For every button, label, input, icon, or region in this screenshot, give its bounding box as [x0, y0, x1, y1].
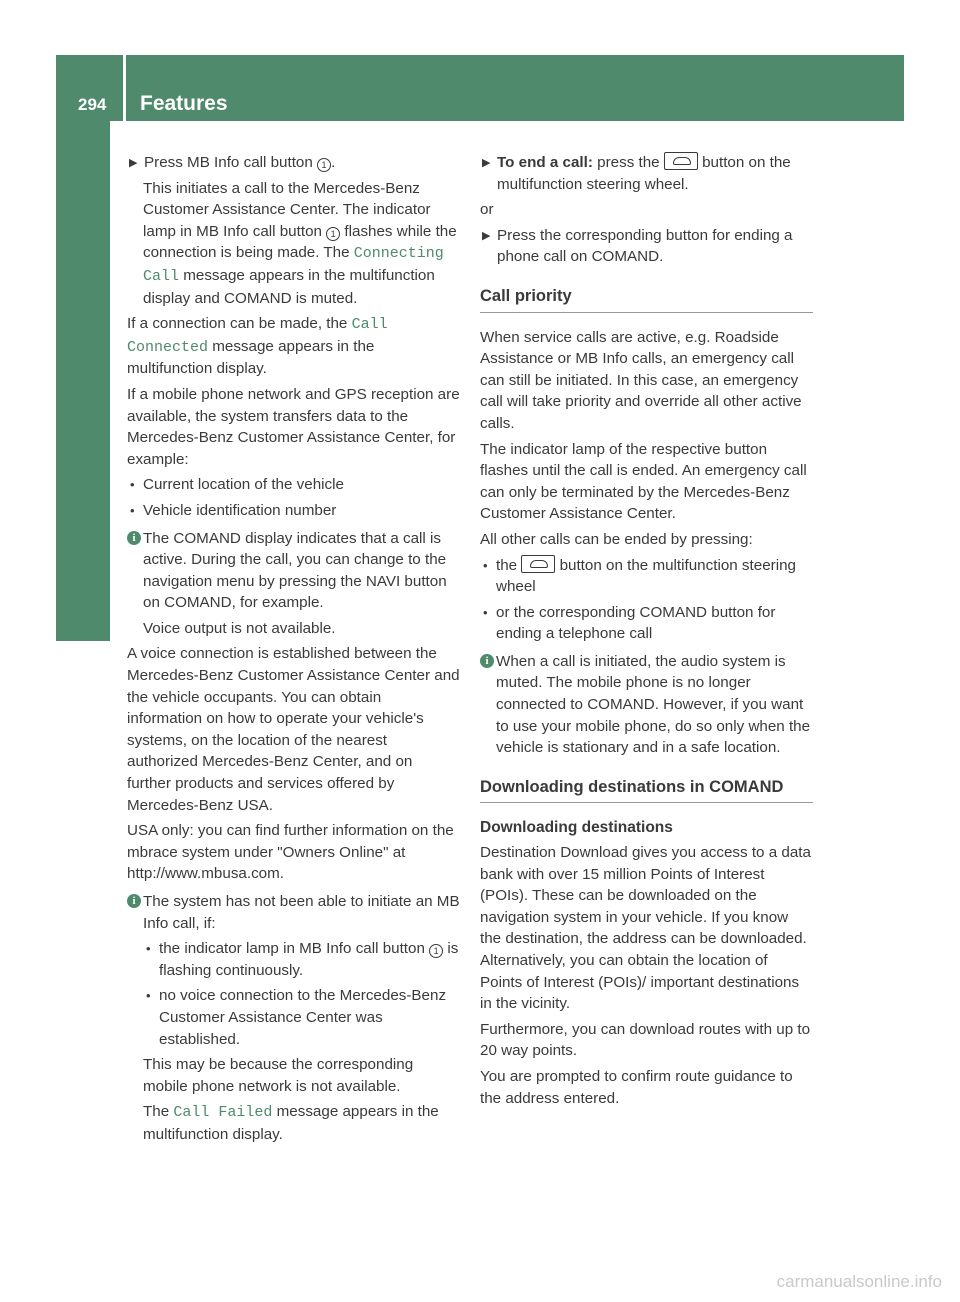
info-note: i When a call is initiated, the audio system is muted. The mobile phone is no longer connected to COMAND. However, if you want to use your mobile phone, do so only when the vehicle is stationary and in a safe location. [480, 651, 813, 759]
info-icon: i [480, 654, 494, 668]
paragraph: A voice connection is established between the Mercedes-Benz Customer Assistance Center and the vehicle occupants. You can obtain information on how to operate your vehicle's systems, on the location of the nearest authorized Mercedes-Benz Center, and on further products and services offered by Mercedes-Benz USA. [127, 645, 460, 814]
paragraph: You are prompted to confirm route guidance to the address entered. [480, 1067, 793, 1107]
list-item: • Vehicle identification number [127, 500, 460, 522]
list-item: • Current location of the vehicle [127, 474, 460, 496]
paragraph: If a connection can be made, the Call Connected message appears in the multifunction display. [127, 315, 388, 378]
button-1-icon: 1 [326, 227, 340, 241]
info-note: i The COMAND display indicates that a call is active. During the call, you can change to the navigation menu by pressing the NAVI button on COMAND, for example. Voice output is not available. [127, 528, 460, 640]
arrow-icon: ▶ [482, 229, 491, 242]
arrow-icon: ▶ [482, 157, 491, 169]
or-text: or [480, 201, 494, 219]
subheading-downloading-destinations: Downloading destinations [480, 819, 673, 837]
display-message: Call Connected [127, 316, 388, 356]
paragraph: Destination Download gives you access to a data bank with over 15 million Points of Interest (POIs). These can be downloaded on the navigation system in your vehicle. If you know the destination, the address can be downloaded. Alternatively, you can obtain the location of Points of Interest (POIs)/ important destinations in the vicinity. [480, 844, 811, 1013]
info-note: i The system has not been able to initiate an MB Info call, if: [127, 891, 460, 934]
list-item: • no voice connection to the Mercedes-Benz Customer Assistance Center was established. [146, 987, 447, 1048]
header-divider [123, 55, 126, 121]
section-title: Features [140, 92, 228, 115]
page-number: 294 [78, 95, 107, 114]
display-message: Connecting Call [143, 245, 444, 285]
info-icon: i [127, 894, 141, 908]
left-column [127, 152, 460, 1150]
side-chapter-label: Stowage and features [70, 376, 95, 604]
paragraph: This may be because the corresponding mobile phone network is not available. [143, 1056, 414, 1095]
hang-up-icon [664, 152, 698, 170]
button-1-icon: 1 [317, 158, 331, 172]
step-end-call: ▶ To end a call: press the button on the multifunction steering wheel. [482, 154, 791, 193]
display-message: Call Failed [173, 1104, 273, 1122]
paragraph: If a mobile phone network and GPS reception are available, the system transfers data to the Mercedes-Benz Customer Assistance Center, for example: [127, 385, 460, 468]
right-column [480, 152, 813, 1113]
paragraph: All other calls can be ended by pressing: [480, 530, 753, 548]
paragraph: The Call Failed message appears in the multifunction display. [143, 1103, 439, 1143]
bullet-icon: • [146, 988, 151, 1004]
bullet-icon: • [483, 557, 488, 573]
arrow-icon: ▶ [129, 157, 138, 169]
paragraph: The indicator lamp of the respective button flashes until the call is ended. An emergency call can only be terminated by the Mercedes-Benz Customer Assistance Center. [480, 440, 807, 523]
hang-up-icon [521, 555, 555, 573]
bullet-icon: • [483, 604, 488, 620]
paragraph: This initiates a call to the Mercedes-Benz Customer Assistance Center. The indicator lamp in MB Info call button 1 flashes while the connection is being made. The Connecting Call message appears in the multifunction display and COMAND is muted. [143, 179, 457, 307]
bullet-icon: • [130, 502, 135, 518]
button-1-icon: 1 [429, 944, 443, 958]
paragraph: Furthermore, you can download routes with up to 20 way points. [480, 1020, 811, 1060]
bullet-icon: • [146, 941, 151, 957]
paragraph: When service calls are active, e.g. Roadside Assistance or MB Info calls, an emergency call can still be initiated. In this case, an emergency call will take priority and override all other active calls. [480, 328, 802, 432]
watermark: carmanualsonline.info [776, 1272, 942, 1291]
step-end-call-comand: ▶ Press the corresponding button for ending a phone call on COMAND. [482, 226, 793, 266]
list-item: • the button on the multifunction steering wheel [483, 556, 796, 596]
bullet-icon: • [130, 477, 135, 493]
list-item: • or the corresponding COMAND button for ending a telephone call [483, 603, 776, 643]
step-press-call-button: ▶ Press MB Info call button 1 . [127, 152, 460, 174]
heading-downloading-destinations: Downloading destinations in COMAND [480, 777, 813, 804]
info-icon: i [127, 531, 141, 545]
paragraph: USA only: you can find further information on the mbrace system under "Owners Online" at http://www.mbusa.com. [127, 822, 454, 883]
heading-call-priority: Call priority [480, 286, 813, 313]
list-item: • the indicator lamp in MB Info call button 1 is flashing continuously. [146, 940, 459, 979]
